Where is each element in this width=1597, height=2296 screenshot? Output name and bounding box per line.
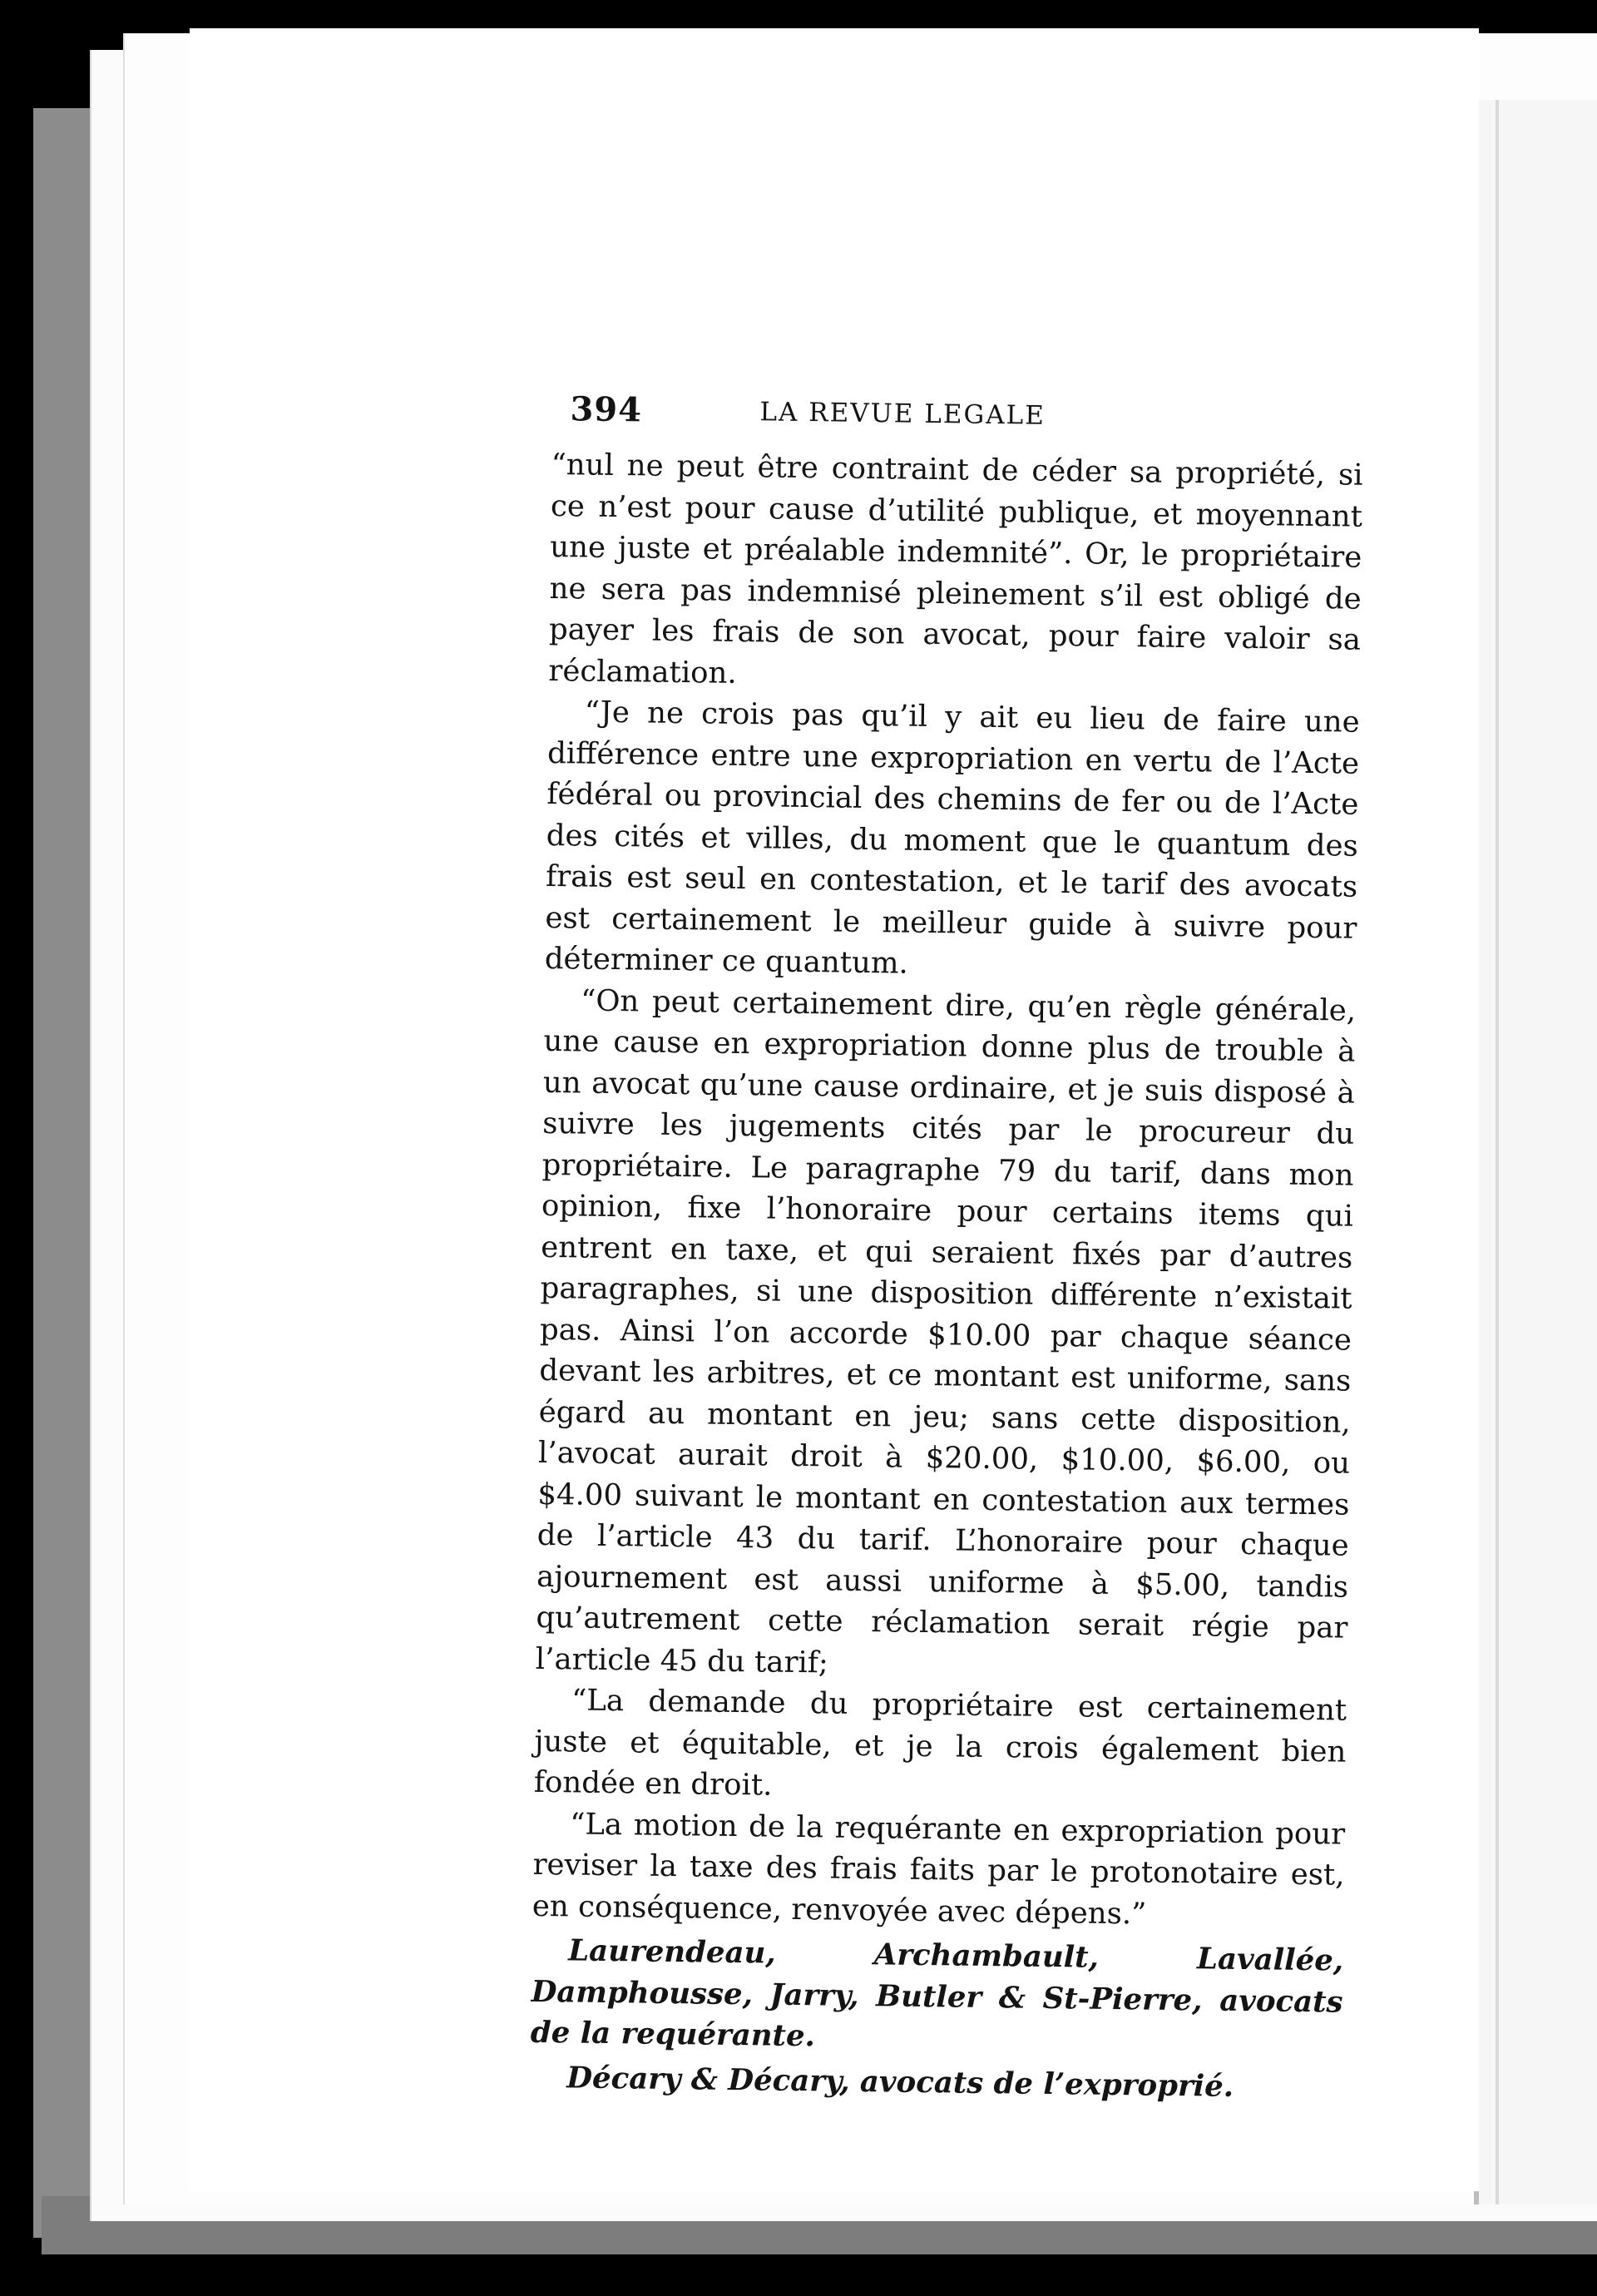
paragraph-1: “nul ne peut être contraint de céder sa propriété, si ce n’est pour cause d’utilité publique, et moyennant une juste et préalable indemnité”. Or, le propriétaire ne sera pas indemnisé pleinement s’il est obligé de payer les frais de son avocat, pour faire valoir sa réclamation. (548, 447, 1363, 690)
text-block (530, 378, 1364, 2109)
paragraph-4: “La demande du propriétaire est certainement juste et équitable, et je la crois également bien fondée en droit. (533, 1683, 1347, 1803)
document-page (190, 28, 1479, 2191)
facing-page-edge (1474, 100, 1597, 2204)
paragraph-3: “On peut certainement dire, qu’en règle générale, une cause en expropriation donne plus de trouble à un avocat qu’une cause ordinaire, et je suis disposé à suivre les jugements cités par le procureur du propriétaire. Le paragraphe 79 du tarif, dans mon opinion, fixe l’honoraire pour certains items qui entrent en taxe, et qui seraient fixés par d’autres paragraphes, si une disposition différente n’existait pas. Ainsi l’on accorde $10.00 par chaque séance devant les arbitres, et ce montant est uniforme, sans égard au montant en jeu; sans cette disposition, l’avocat aurait droit à $20.00, $10.00, $6.00, ou $4.00 suivant le montant en contestation aux termes de l’article 43 du tarif. L’honoraire pour chaque ajournement est aussi uniforme à $5.00, tandis qu’autrement cette réclamation serait régie par l’article 45 du tarif; (535, 983, 1357, 1680)
page-number: 394 (570, 389, 643, 430)
running-head (551, 378, 1364, 455)
page-gutter (1496, 100, 1499, 2204)
paragraph-5: “La motion de la requérante en expropriation pour reviser la taxe des frais faits par le protonotaire est, en conséquence, renvoyée avec dépens.” (532, 1806, 1346, 1932)
paragraph-2: “Je ne crois pas qu’il y ait eu lieu de faire une différence entre une expropriation en vertu de l’Acte fédéral ou provincial des chemins de fer ou de l’Acte des cités et villes, du moment que le quantum des frais est seul en contestation, et le tarif des avocats est certainement le meilleur guide à suivre pour déterminer ce quantum. (544, 695, 1360, 981)
running-title: LA REVUE LEGALE (759, 397, 1046, 431)
counsel-applicant: Laurendeau, Archambault, Lavallée, Damphousse, Jarry, Butler & St-Pierre, avocats de la requérante. (530, 1933, 1344, 2054)
counsel-expropriated: Décary & Décary, avocats de l’exproprié. (566, 2060, 1234, 2104)
